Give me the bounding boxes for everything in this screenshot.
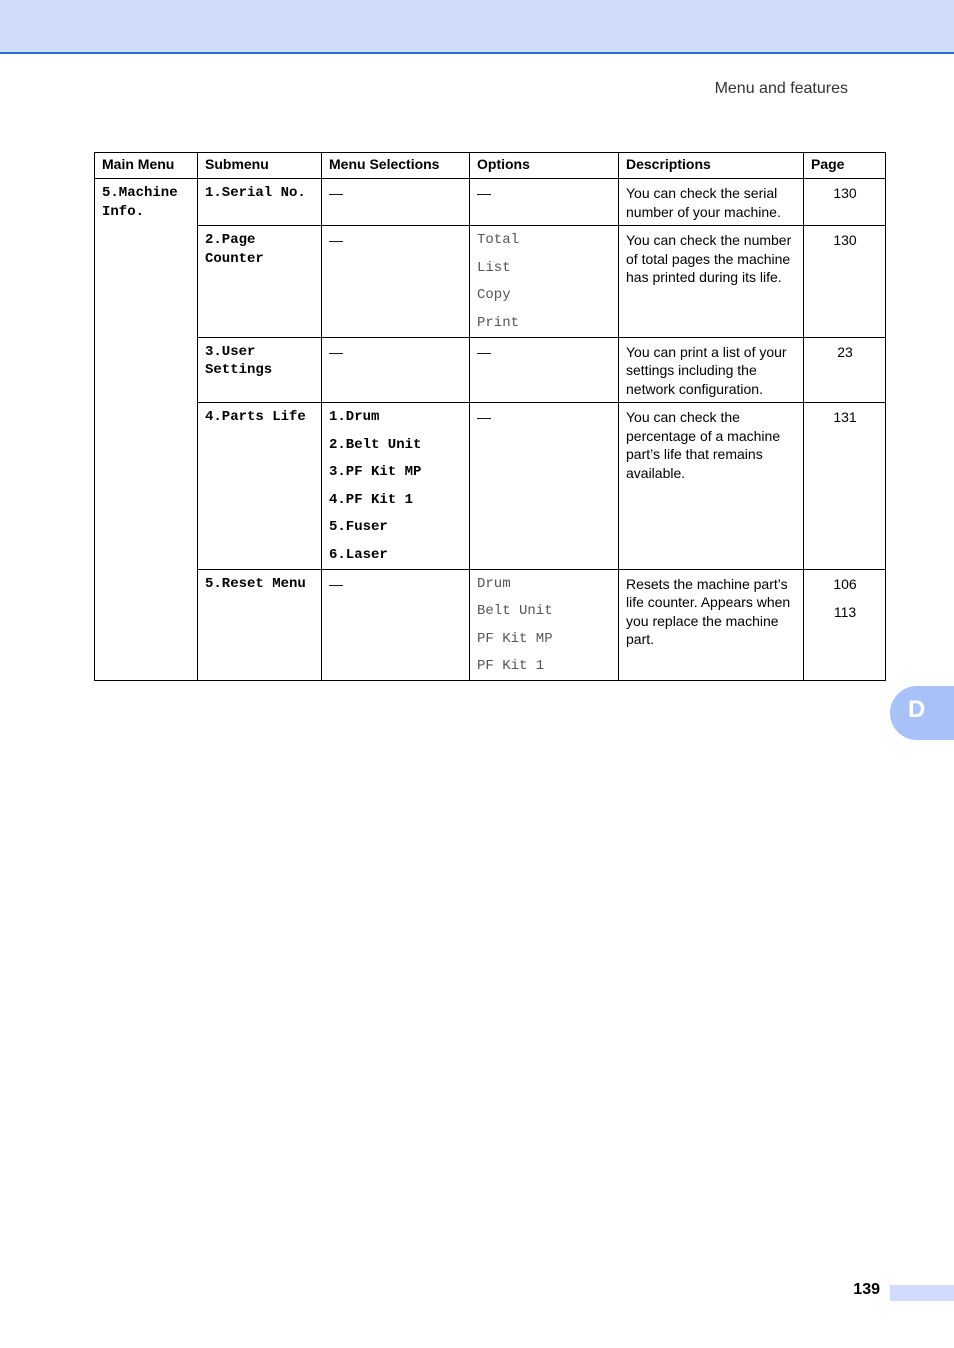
selections-cell [322,403,470,570]
description-cell: Resets the machine part’s life counter. Appears when you replace the machine part. [619,569,804,681]
option-item: Total [477,232,520,248]
page-ref: 106 [833,575,857,592]
page-cell: 130 [804,226,886,338]
selection-item: 6.Laser [329,546,388,563]
table-row [95,226,886,338]
option-cell: — [470,179,619,226]
main-menu-cell: 5.Machine Info. [95,179,198,681]
selection-item: 2.Belt Unit [329,436,422,453]
submenu-cell: 3.User Settings [198,337,322,403]
table-row [95,337,886,403]
option-item: Copy [477,287,511,303]
selection-cell: — [322,179,470,226]
option-item: Belt Unit [477,603,553,619]
page-ref: 113 [833,603,857,620]
submenu-cell: 2.Page Counter [198,226,322,338]
table-row [95,179,886,226]
menu-table [94,152,886,681]
table-header-row [95,153,886,179]
description-cell: You can check the serial number of your machine. [619,179,804,226]
option-item: PF Kit 1 [477,658,545,674]
section-title: Menu and features [714,80,848,97]
selection-cell: — [322,569,470,681]
options-cell [470,226,619,338]
option-item: Print [477,314,520,331]
header-main-menu: Main Menu [95,153,198,179]
option-cell: — [470,403,619,570]
selection-item: 3.PF Kit MP [329,464,422,480]
header-descriptions: Descriptions [619,153,804,179]
header-options: Options [470,153,619,179]
page-cell [804,569,886,681]
chapter-tab-letter: D [908,696,926,723]
page-cell: 23 [804,337,886,403]
options-cell [470,569,619,681]
option-item: PF Kit MP [477,630,553,647]
submenu-cell: 1.Serial No. [198,179,322,226]
description-cell: You can check the number of total pages the machine has printed during its life. [619,226,804,338]
header-page: Page [804,153,886,179]
selection-item: 5.Fuser [329,519,388,535]
option-cell: — [470,337,619,403]
submenu-cell: 5.Reset Menu [198,569,322,681]
selection-item: 1.Drum [329,409,380,425]
header-menu-selections: Menu Selections [322,153,470,179]
selection-item: 4.PF Kit 1 [329,491,414,508]
table-row [95,403,886,570]
page-number: 139 [853,1281,880,1298]
table-row [95,569,886,681]
selection-cell: — [322,226,470,338]
page-cell: 130 [804,179,886,226]
page-cell: 131 [804,403,886,570]
chapter-tab [890,686,954,740]
description-cell: You can check the percentage of a machine part’s life that remains available. [619,403,804,570]
description-cell: You can print a list of your settings including the network configuration. [619,337,804,403]
submenu-cell: 4.Parts Life [198,403,322,570]
header-band [0,0,954,54]
selection-cell: — [322,337,470,403]
header-submenu: Submenu [198,153,322,179]
option-item: Drum [477,575,511,592]
page-number-bar [890,1285,954,1301]
option-item: List [477,259,511,276]
